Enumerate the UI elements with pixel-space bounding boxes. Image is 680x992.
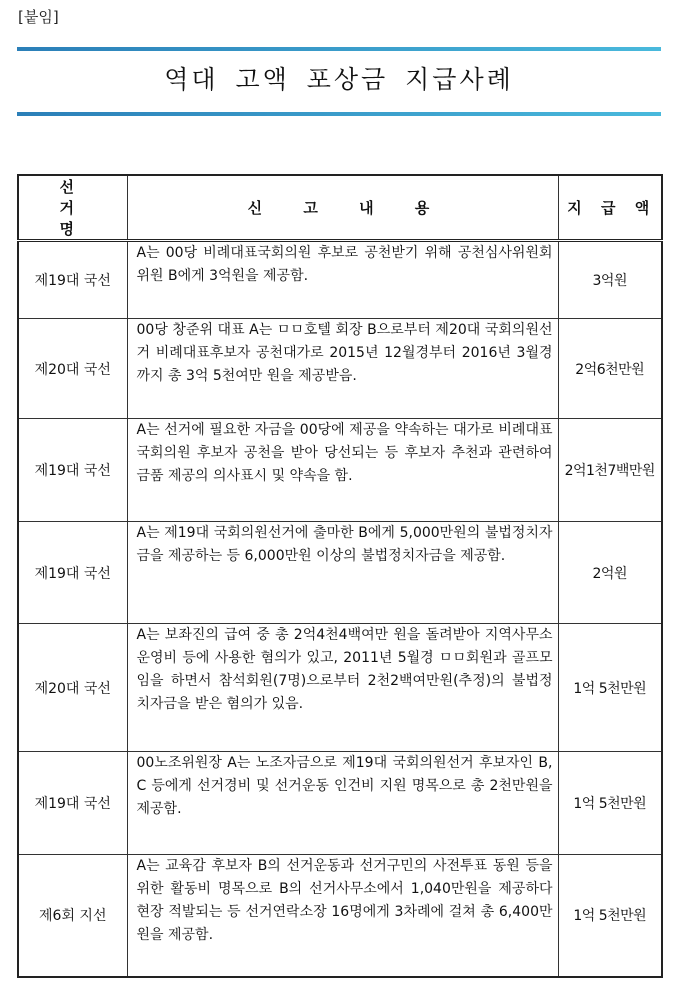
election-cell: 제20대 국선	[18, 319, 127, 419]
page-title: 역대 고액 포상금 지급사례	[164, 65, 514, 94]
title-top-rule	[17, 47, 661, 51]
header-election: 선 거 명	[18, 175, 127, 241]
election-cell: 제19대 국선	[18, 522, 127, 624]
election-cell: 제19대 국선	[18, 752, 127, 855]
amount-cell: 3억원	[558, 241, 662, 319]
table-row	[18, 624, 662, 752]
amount-cell: 1억 5천만원	[558, 855, 662, 977]
amount-cell: 2억6천만원	[558, 319, 662, 419]
content-cell: A는 제19대 국회의원선거에 출마한 B에게 5,000만원의 불법정치자금을 제공하는 등 6,000만원 이상의 불법정치자금을 제공함.	[127, 522, 558, 624]
content-cell: A는 교육감 후보자 B의 선거운동과 선거구민의 사전투표 동원 등을 위한 활동비 명목으로 B의 선거사무소에서 1,040만원을 제공하다 현장 적발되는 등 선거연락소장 16명에게 3차례에 걸쳐 총 6,400만원을 제공함.	[127, 855, 558, 977]
title-bottom-rule	[17, 112, 661, 116]
award-cases-table	[17, 174, 663, 978]
amount-cell: 1억 5천만원	[558, 624, 662, 752]
content-cell: A는 00당 비례대표국회의원 후보로 공천받기 위해 공천심사위원회 위원 B에게 3억원을 제공함.	[127, 241, 558, 319]
election-cell: 제6회 지선	[18, 855, 127, 977]
table-row	[18, 319, 662, 419]
content-cell: A는 보좌진의 급여 중 총 2억4천4백여만 원을 돌려받아 지역사무소 운영비 등에 사용한 혐의가 있고, 2011년 5월경 ㅁㅁ회원과 골프모임을 하면서 참석회원(7명)으로부터 2천2백여만원(추정)의 불법정치자금을 받은 혐의가 있음.	[127, 624, 558, 752]
table-row	[18, 522, 662, 624]
table-row	[18, 241, 662, 319]
header-content: 신 고 내 용	[127, 175, 558, 241]
amount-cell: 2억원	[558, 522, 662, 624]
election-cell: 제19대 국선	[18, 419, 127, 522]
election-cell: 제19대 국선	[18, 241, 127, 319]
content-cell: A는 선거에 필요한 자금을 00당에 제공을 약속하는 대가로 비례대표국회의원 후보자 공천을 받아 당선되는 등 후보자 추천과 관련하여 금품 제공의 의사표시 및 약속을 함.	[127, 419, 558, 522]
table-header-row	[18, 175, 662, 241]
table-row	[18, 855, 662, 977]
attachment-label: [붙임]	[18, 8, 59, 26]
table-row	[18, 419, 662, 522]
amount-cell: 2억1천7백만원	[558, 419, 662, 522]
election-cell: 제20대 국선	[18, 624, 127, 752]
table-row	[18, 752, 662, 855]
content-cell: 00노조위원장 A는 노조자금으로 제19대 국회의원선거 후보자인 B, C 등에게 선거경비 및 선거운동 인건비 지원 명목으로 총 2천만원을 제공함.	[127, 752, 558, 855]
header-amount: 지 급 액	[558, 175, 662, 241]
amount-cell: 1억 5천만원	[558, 752, 662, 855]
content-cell: 00당 창준위 대표 A는 ㅁㅁ호텔 회장 B으로부터 제20대 국회의원선거 비례대표후보자 공천대가로 2015년 12월경부터 2016년 3월경까지 총 3억 5천여만 원을 제공받음.	[127, 319, 558, 419]
